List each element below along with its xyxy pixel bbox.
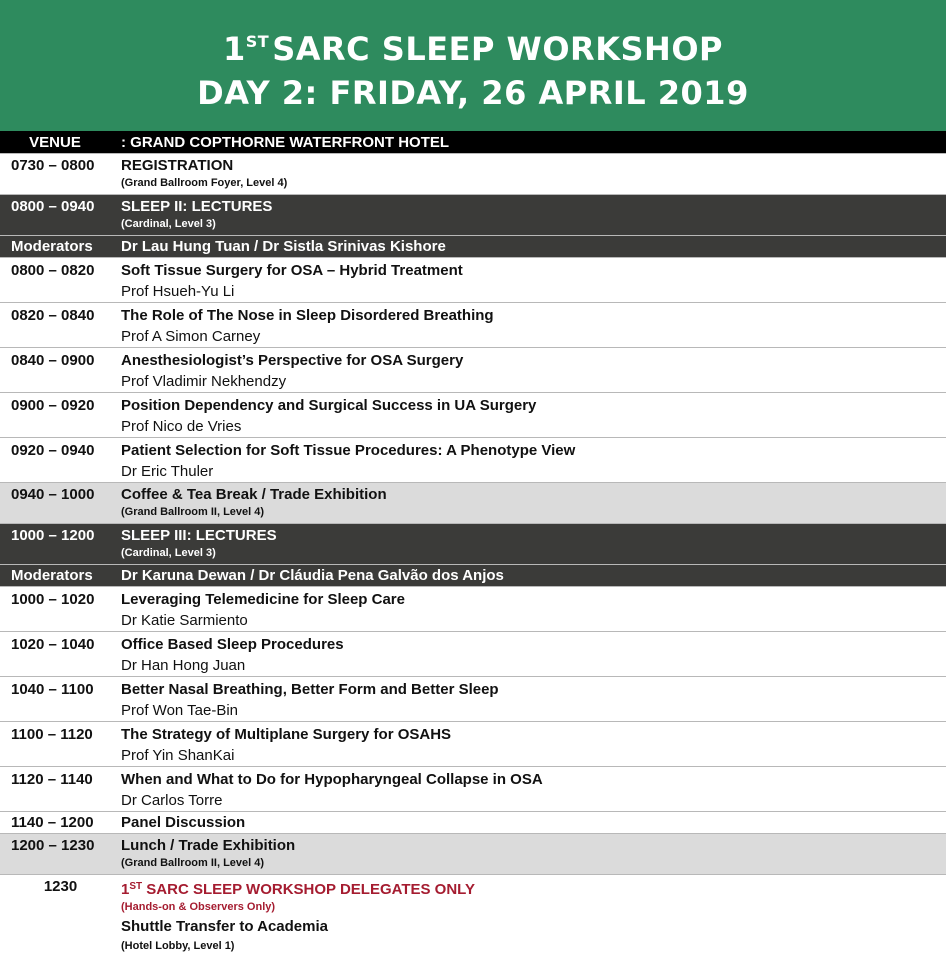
row-time: Moderators — [11, 567, 93, 584]
delegates-transfer-row — [0, 874, 946, 954]
row-location: (Grand Ballroom II, Level 4) — [121, 857, 265, 869]
delegates-only-title — [121, 878, 946, 899]
row-time: 0940 – 1000 — [11, 486, 95, 503]
talk-row — [0, 437, 946, 482]
banner-ordinal: 1 — [223, 30, 246, 68]
row-time: 0840 – 0900 — [11, 352, 95, 369]
talk-row — [0, 631, 946, 676]
schedule-table — [0, 131, 946, 954]
talk-row — [0, 257, 946, 302]
row-time: 1120 – 1140 — [11, 771, 93, 788]
banner-title-line1 — [0, 20, 946, 71]
row-time: 1000 – 1200 — [11, 527, 95, 544]
row-time: 0730 – 0800 — [11, 157, 95, 174]
talk-row — [0, 676, 946, 721]
schedule-row-registration — [0, 153, 946, 194]
moderators-row — [0, 235, 946, 257]
row-location: (Grand Ballroom Foyer, Level 4) — [121, 177, 288, 189]
row-location: (Cardinal, Level 3) — [121, 218, 216, 230]
talk-row — [0, 766, 946, 811]
row-time: 1200 – 1230 — [11, 837, 95, 854]
speaker-name: Prof Nico de Vries — [121, 418, 242, 435]
panel-discussion-row — [0, 811, 946, 833]
speaker-name: Prof A Simon Carney — [121, 328, 261, 345]
talk-row — [0, 586, 946, 631]
row-time: 0920 – 0940 — [11, 442, 95, 459]
speaker-name: Dr Katie Sarmiento — [121, 612, 248, 629]
venue-label: VENUE — [29, 133, 81, 151]
talk-title: Better Nasal Breathing, Better Form and Better Sleep — [121, 681, 499, 698]
shuttle-transfer-title: Shuttle Transfer to Academia — [121, 918, 328, 935]
row-time: 0800 – 0940 — [11, 198, 95, 215]
speaker-name: Prof Hsueh-Yu Li — [121, 283, 235, 300]
talk-title: Anesthesiologist’s Perspective for OSA Surgery — [121, 352, 464, 369]
header-banner — [0, 0, 946, 131]
row-title: Lunch / Trade Exhibition — [121, 837, 296, 854]
row-location: (Grand Ballroom II, Level 4) — [121, 506, 265, 518]
speaker-name: Dr Carlos Torre — [121, 792, 223, 809]
speaker-name: Dr Eric Thuler — [121, 463, 214, 480]
speaker-name: Prof Won Tae-Bin — [121, 702, 239, 719]
row-title: Coffee & Tea Break / Trade Exhibition — [121, 486, 387, 503]
talk-row — [0, 302, 946, 347]
talk-title: Leveraging Telemedicine for Sleep Care — [121, 591, 405, 608]
talk-row — [0, 347, 946, 392]
row-title: SLEEP II: LECTURES — [121, 198, 273, 215]
row-title: SLEEP III: LECTURES — [121, 527, 277, 544]
row-time: Moderators — [11, 238, 93, 255]
row-title: Panel Discussion — [121, 813, 246, 831]
talk-title: The Strategy of Multiplane Surgery for OSAHS — [121, 726, 452, 743]
break-row-lunch — [0, 833, 946, 874]
delegates-ordinal: 1 — [121, 881, 130, 898]
venue-row — [0, 131, 946, 153]
session-header-sleep-ii — [0, 194, 946, 235]
banner-title-text: SARC SLEEP WORKSHOP — [272, 30, 723, 68]
banner-ordinal-suffix: ST — [245, 32, 270, 51]
row-time: 1100 – 1120 — [11, 726, 93, 743]
break-row-coffee — [0, 482, 946, 523]
session-header-sleep-iii — [0, 523, 946, 564]
talk-title: Position Dependency and Surgical Success in UA Surgery — [121, 397, 537, 414]
row-time: 1230 — [43, 878, 78, 895]
talk-title: The Role of The Nose in Sleep Disordered Breathing — [121, 307, 494, 324]
venue-value: : GRAND COPTHORNE WATERFRONT HOTEL — [121, 133, 450, 151]
talk-row — [0, 721, 946, 766]
row-time: 0820 – 0840 — [11, 307, 95, 324]
row-time: 1020 – 1040 — [11, 636, 95, 653]
talk-title: Office Based Sleep Procedures — [121, 636, 344, 653]
row-time: 1140 – 1200 — [11, 813, 94, 831]
row-location: (Cardinal, Level 3) — [121, 547, 216, 559]
speaker-name: Prof Vladimir Nekhendzy — [121, 373, 287, 390]
moderator-names: Dr Lau Hung Tuan / Dr Sistla Srinivas Kishore — [121, 238, 446, 255]
delegates-only-note: (Hands-on & Observers Only) — [121, 901, 276, 913]
talk-row — [0, 392, 946, 437]
row-time: 1000 – 1020 — [11, 591, 95, 608]
delegates-ordinal-suffix: ST — [129, 881, 143, 892]
banner-date-line: DAY 2: FRIDAY, 26 APRIL 2019 — [197, 74, 749, 112]
row-title: REGISTRATION — [121, 157, 234, 174]
row-time: 0900 – 0920 — [11, 397, 95, 414]
talk-title: When and What to Do for Hypopharyngeal Collapse in OSA — [121, 771, 543, 788]
speaker-name: Prof Yin ShanKai — [121, 747, 235, 764]
delegates-title-text: SARC SLEEP WORKSHOP DELEGATES ONLY — [146, 881, 475, 898]
moderators-row — [0, 564, 946, 586]
moderator-names: Dr Karuna Dewan / Dr Cláudia Pena Galvão dos Anjos — [121, 567, 504, 584]
row-time: 0800 – 0820 — [11, 262, 95, 279]
shuttle-location: (Hotel Lobby, Level 1) — [121, 940, 235, 952]
speaker-name: Dr Han Hong Juan — [121, 657, 246, 674]
talk-title: Soft Tissue Surgery for OSA – Hybrid Treatment — [121, 262, 463, 279]
talk-title: Patient Selection for Soft Tissue Procedures: A Phenotype View — [121, 442, 576, 459]
row-time: 1040 – 1100 — [11, 681, 94, 698]
